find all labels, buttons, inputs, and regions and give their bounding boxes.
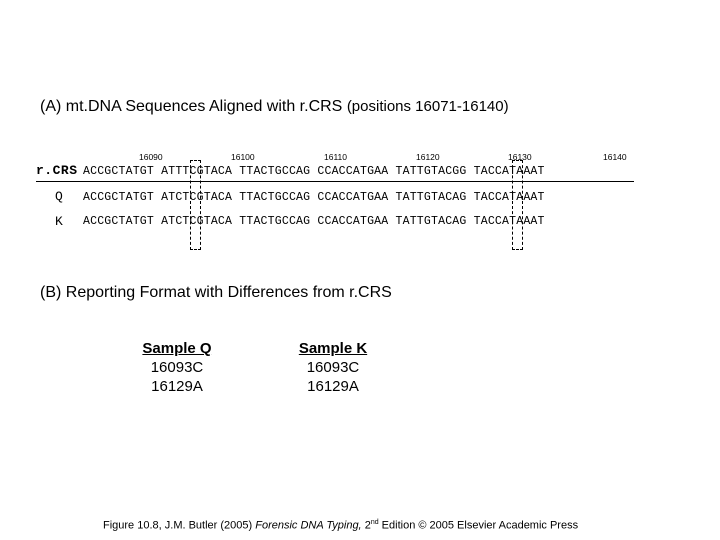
section-a-title — [40, 98, 509, 116]
sequence-row-k — [83, 215, 545, 228]
sequence-block: TACCATAAAT — [473, 215, 545, 228]
sample-name: Sample K — [298, 340, 368, 357]
section-b-title: (B) Reporting Format with Differences from r.CRS — [40, 284, 392, 301]
position-label: 16120 — [416, 152, 440, 162]
sequence-block: TTACTGCCAG — [239, 215, 311, 228]
sample-name: Sample Q — [142, 340, 212, 357]
sequence-block: CCACCATGAA — [317, 215, 389, 228]
caption-suffix: Edition © 2005 Elsevier Academic Press — [381, 519, 579, 532]
position-label: 16140 — [603, 152, 627, 162]
sequence-block: ACCGCTATGT — [83, 165, 155, 178]
sequence-row-q — [83, 191, 545, 204]
position-label: 16110 — [324, 152, 348, 162]
sequence-block: TATTGTACAG — [395, 191, 467, 204]
sequence-label-rcrs: r.CRS — [36, 163, 78, 178]
sequence-block: ATCTCGTACA — [161, 215, 233, 228]
sample-difference: 16129A — [307, 378, 359, 395]
caption-edition-num: 2 — [364, 519, 371, 532]
sample-q-block — [128, 339, 226, 396]
sequence-row-rcrs — [83, 165, 545, 178]
sequence-label-k: K — [55, 214, 63, 229]
sequence-block: TATTGTACGG — [395, 165, 467, 178]
caption-edition-sup: nd — [370, 519, 379, 526]
sequence-block: TACCATAAAT — [473, 191, 545, 204]
sequence-block: TACCATAAAT — [473, 165, 545, 178]
sequence-block: TATTGTACAG — [395, 215, 467, 228]
sample-difference: 16093C — [150, 359, 204, 376]
position-label: 16100 — [231, 152, 255, 162]
sequence-block: ATCTCGTACA — [161, 191, 233, 204]
position-label: 16130 — [508, 152, 532, 162]
sequence-block: CCACCATGAA — [317, 191, 389, 204]
figure-caption — [103, 519, 578, 532]
sequence-label-q: Q — [55, 189, 63, 204]
difference-highlight-16129 — [512, 160, 523, 250]
position-label: 16090 — [139, 152, 163, 162]
sample-difference: 16129A — [151, 378, 203, 395]
sequence-block: ACCGCTATGT — [83, 191, 155, 204]
section-a-title-text: (A) mt.DNA Sequences Aligned with r.CRS — [40, 98, 343, 115]
difference-highlight-16093 — [190, 160, 201, 250]
sequence-block: ACCGCTATGT — [83, 215, 155, 228]
sample-difference: 16093C — [306, 359, 360, 376]
sequence-block: CCACCATGAA — [317, 165, 389, 178]
sample-k-block — [284, 339, 382, 396]
sequence-block: TTACTGCCAG — [239, 191, 311, 204]
reference-underline — [36, 181, 634, 182]
caption-book-title: Forensic DNA Typing, — [255, 519, 362, 532]
section-a-subtitle: (positions 16071-16140) — [346, 98, 509, 115]
sequence-block: ATTTCGTACA — [161, 165, 233, 178]
sequence-block: TTACTGCCAG — [239, 165, 311, 178]
caption-prefix: Figure 10.8, J.M. Butler (2005) — [103, 519, 253, 532]
